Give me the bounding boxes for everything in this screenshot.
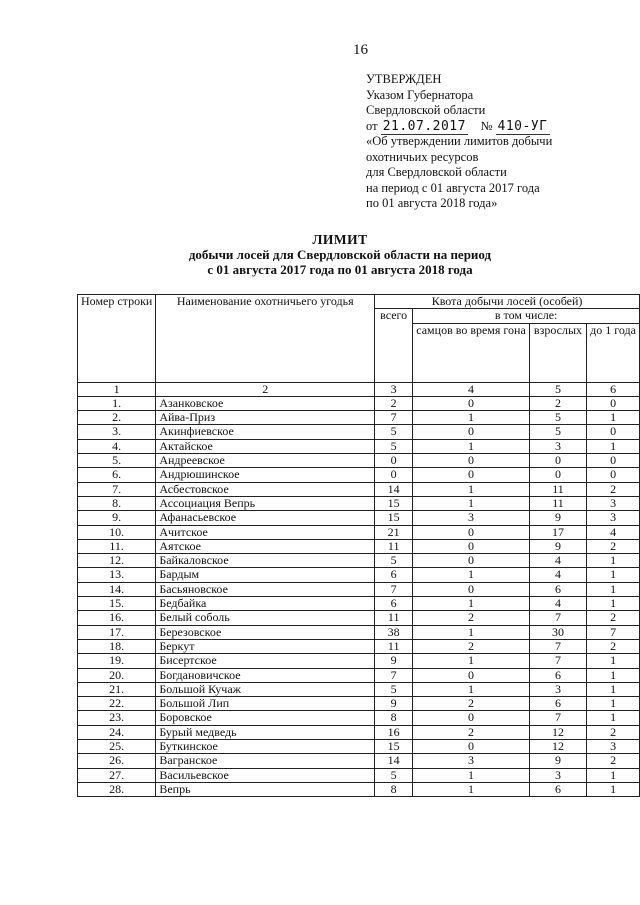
adults-cell: 7 [529, 639, 586, 653]
column-number: 1 [78, 382, 156, 396]
approval-subject-4: на период с 01 августа 2017 года [366, 180, 540, 195]
row-number-cell: 1. [78, 396, 156, 410]
young-cell: 2 [587, 754, 640, 768]
males-cell: 2 [413, 697, 530, 711]
table-row [78, 754, 640, 768]
column-number: 4 [413, 382, 530, 396]
hunting-ground-name: Андрюшинское [156, 468, 375, 482]
date-prefix: от [366, 118, 378, 133]
young-cell: 2 [587, 725, 640, 739]
adults-cell: 6 [529, 668, 586, 682]
young-cell: 3 [587, 496, 640, 510]
young-cell: 0 [587, 468, 640, 482]
hunting-ground-name: Актайское [156, 439, 375, 453]
row-number-cell: 9. [78, 511, 156, 525]
row-number-cell: 3. [78, 425, 156, 439]
adults-cell: 3 [529, 682, 586, 696]
column-number: 6 [587, 382, 640, 396]
males-cell: 1 [413, 482, 530, 496]
males-cell: 0 [413, 582, 530, 596]
hunting-ground-name: Бисертское [156, 654, 375, 668]
row-number-cell: 22. [78, 697, 156, 711]
males-cell: 1 [413, 496, 530, 510]
young-cell: 3 [587, 511, 640, 525]
adults-cell: 7 [529, 611, 586, 625]
young-cell: 2 [587, 611, 640, 625]
males-cell: 0 [413, 468, 530, 482]
table-row [78, 411, 640, 425]
total-cell: 14 [375, 482, 413, 496]
approval-subject-3: для Свердловской области [366, 165, 507, 179]
young-cell: 2 [587, 539, 640, 553]
adults-cell: 0 [529, 454, 586, 468]
table-row [78, 482, 640, 496]
adults-cell: 6 [529, 782, 586, 796]
hunting-ground-name: Байкаловское [156, 554, 375, 568]
table-row [78, 396, 640, 410]
row-number-cell: 11. [78, 539, 156, 553]
males-cell: 0 [413, 740, 530, 754]
approval-line-1: Указом Губернатора [366, 87, 474, 102]
males-cell: 2 [413, 725, 530, 739]
males-cell: 0 [413, 554, 530, 568]
total-cell: 38 [375, 625, 413, 639]
table-row [78, 554, 640, 568]
males-cell: 0 [413, 454, 530, 468]
hunting-ground-name: Аятское [156, 539, 375, 553]
hunting-ground-name: Березовское [156, 625, 375, 639]
row-number-cell: 7. [78, 482, 156, 496]
table-row [78, 682, 640, 696]
table-row [78, 625, 640, 639]
column-number-row [78, 382, 640, 396]
table-row [78, 525, 640, 539]
adults-cell: 4 [529, 597, 586, 611]
hunting-ground-name: Вагранское [156, 754, 375, 768]
quota-table [77, 294, 640, 797]
document-title [80, 232, 600, 277]
total-cell: 5 [375, 439, 413, 453]
young-cell: 1 [587, 682, 640, 696]
row-number-cell: 17. [78, 625, 156, 639]
total-cell: 15 [375, 740, 413, 754]
hunting-ground-name: Асбестовское [156, 482, 375, 496]
males-cell: 3 [413, 511, 530, 525]
hunting-ground-name: Афанасьевское [156, 511, 375, 525]
adults-cell: 5 [529, 425, 586, 439]
row-number-cell: 23. [78, 711, 156, 725]
total-cell: 0 [375, 468, 413, 482]
hunting-ground-name: Ачитское [156, 525, 375, 539]
adults-cell: 4 [529, 568, 586, 582]
total-cell: 2 [375, 396, 413, 410]
young-cell: 4 [587, 525, 640, 539]
males-cell: 0 [413, 425, 530, 439]
title-line-1: добычи лосей для Свердловской области на период [188, 247, 492, 262]
adults-cell: 7 [529, 654, 586, 668]
young-cell: 3 [587, 740, 640, 754]
hunting-ground-name: Бардым [156, 568, 375, 582]
row-number-cell: 27. [78, 768, 156, 782]
adults-cell: 9 [529, 511, 586, 525]
adults-cell: 9 [529, 754, 586, 768]
hunting-ground-name: Большой Кучаж [156, 682, 375, 696]
males-cell: 0 [413, 711, 530, 725]
row-number-cell: 5. [78, 454, 156, 468]
young-cell: 1 [587, 439, 640, 453]
column-number: 2 [156, 382, 375, 396]
row-number-cell: 13. [78, 568, 156, 582]
row-number-cell: 20. [78, 668, 156, 682]
hunting-ground-name: Вепрь [156, 782, 375, 796]
total-cell: 6 [375, 568, 413, 582]
adults-cell: 30 [529, 625, 586, 639]
approval-subject-2: охотничьих ресурсов [366, 149, 479, 164]
table-row [78, 711, 640, 725]
males-cell: 2 [413, 639, 530, 653]
approval-date-line [366, 119, 626, 135]
row-number-cell: 2. [78, 411, 156, 425]
total-cell: 7 [375, 668, 413, 682]
table-row [78, 597, 640, 611]
column-number: 5 [529, 382, 586, 396]
hunting-ground-name: Буткинское [156, 740, 375, 754]
number-prefix: № [480, 118, 493, 133]
table-row [78, 582, 640, 596]
total-cell: 16 [375, 725, 413, 739]
adults-cell: 12 [529, 740, 586, 754]
total-cell: 5 [375, 682, 413, 696]
males-cell: 1 [413, 682, 530, 696]
total-cell: 5 [375, 425, 413, 439]
total-cell: 0 [375, 454, 413, 468]
young-cell: 1 [587, 782, 640, 796]
adults-cell: 17 [529, 525, 586, 539]
table-row [78, 768, 640, 782]
adults-cell: 6 [529, 582, 586, 596]
adults-cell: 2 [529, 396, 586, 410]
row-number-cell: 28. [78, 782, 156, 796]
young-cell: 0 [587, 425, 640, 439]
row-number-cell: 15. [78, 597, 156, 611]
row-number-cell: 24. [78, 725, 156, 739]
column-number: 3 [375, 382, 413, 396]
adults-cell: 7 [529, 711, 586, 725]
hunting-ground-name: Бедбайка [156, 597, 375, 611]
hunting-ground-name: Акинфиевское [156, 425, 375, 439]
row-number-cell: 12. [78, 554, 156, 568]
row-number-cell: 26. [78, 754, 156, 768]
row-number-cell: 16. [78, 611, 156, 625]
males-cell: 1 [413, 597, 530, 611]
table-row [78, 454, 640, 468]
header-males: самцов во время гона [413, 323, 530, 382]
row-number-cell: 6. [78, 468, 156, 482]
adults-cell: 6 [529, 697, 586, 711]
row-number-cell: 4. [78, 439, 156, 453]
young-cell: 1 [587, 711, 640, 725]
table-row [78, 468, 640, 482]
adults-cell: 11 [529, 496, 586, 510]
total-cell: 6 [375, 597, 413, 611]
table-row [78, 668, 640, 682]
hunting-ground-name: Богдановичское [156, 668, 375, 682]
young-cell: 1 [587, 597, 640, 611]
young-cell: 2 [587, 639, 640, 653]
hunting-ground-name: Большой Лип [156, 697, 375, 711]
males-cell: 0 [413, 396, 530, 410]
approval-heading: УТВЕРЖДЕН [366, 72, 442, 86]
hunting-ground-name: Азанковское [156, 396, 375, 410]
total-cell: 15 [375, 511, 413, 525]
total-cell: 8 [375, 782, 413, 796]
hunting-ground-name: Белый соболь [156, 611, 375, 625]
table-row [78, 611, 640, 625]
males-cell: 1 [413, 568, 530, 582]
table-row [78, 511, 640, 525]
adults-cell: 11 [529, 482, 586, 496]
approval-subject-1: «Об утверждении лимитов добычи [366, 134, 553, 148]
adults-cell: 12 [529, 725, 586, 739]
table-row [78, 425, 640, 439]
males-cell: 3 [413, 754, 530, 768]
adults-cell: 5 [529, 411, 586, 425]
total-cell: 11 [375, 639, 413, 653]
header-young: до 1 года [587, 323, 640, 382]
males-cell: 1 [413, 782, 530, 796]
young-cell: 2 [587, 482, 640, 496]
total-cell: 11 [375, 539, 413, 553]
header-quota: Квота добычи лосей (особей) [375, 295, 640, 309]
young-cell: 0 [587, 454, 640, 468]
young-cell: 1 [587, 768, 640, 782]
approval-line-2: Свердловской области [366, 103, 486, 117]
header-name: Наименование охотничьего угодья [156, 295, 375, 383]
young-cell: 1 [587, 697, 640, 711]
title-main: ЛИМИТ [312, 232, 368, 247]
table-row [78, 539, 640, 553]
hunting-ground-name: Андреевское [156, 454, 375, 468]
young-cell: 1 [587, 568, 640, 582]
row-number-cell: 21. [78, 682, 156, 696]
table-row [78, 439, 640, 453]
total-cell: 8 [375, 711, 413, 725]
young-cell: 1 [587, 668, 640, 682]
males-cell: 1 [413, 439, 530, 453]
adults-cell: 3 [529, 439, 586, 453]
males-cell: 2 [413, 611, 530, 625]
page-number: 16 [353, 42, 368, 58]
hunting-ground-name: Беркут [156, 639, 375, 653]
total-cell: 7 [375, 411, 413, 425]
hunting-ground-name: Айва-Приз [156, 411, 375, 425]
adults-cell: 4 [529, 554, 586, 568]
total-cell: 7 [375, 582, 413, 596]
title-line-2: с 01 августа 2017 года по 01 августа 2018 года [207, 262, 473, 277]
table-row [78, 568, 640, 582]
decree-date: 21.07.2017 [382, 118, 466, 134]
adults-cell: 3 [529, 768, 586, 782]
total-cell: 15 [375, 496, 413, 510]
males-cell: 1 [413, 411, 530, 425]
table-row [78, 639, 640, 653]
young-cell: 1 [587, 654, 640, 668]
males-cell: 1 [413, 625, 530, 639]
males-cell: 1 [413, 768, 530, 782]
header-row-number: Номер строки [78, 295, 156, 383]
young-cell: 7 [587, 625, 640, 639]
total-cell: 5 [375, 554, 413, 568]
total-cell: 14 [375, 754, 413, 768]
table-row [78, 496, 640, 510]
approval-block [366, 72, 626, 212]
header-adults: взрослых [529, 323, 586, 382]
row-number-cell: 8. [78, 496, 156, 510]
males-cell: 0 [413, 668, 530, 682]
table-row [78, 697, 640, 711]
adults-cell: 9 [529, 539, 586, 553]
total-cell: 11 [375, 611, 413, 625]
header-total: всего [375, 309, 413, 382]
young-cell: 1 [587, 554, 640, 568]
hunting-ground-name: Бурый медведь [156, 725, 375, 739]
approval-subject-5: по 01 августа 2018 года» [366, 196, 498, 210]
adults-cell: 0 [529, 468, 586, 482]
table-row [78, 782, 640, 796]
row-number-cell: 25. [78, 740, 156, 754]
table-row [78, 654, 640, 668]
header-including: в том числе: [413, 309, 640, 323]
total-cell: 9 [375, 654, 413, 668]
row-number-cell: 10. [78, 525, 156, 539]
young-cell: 1 [587, 411, 640, 425]
table-row [78, 725, 640, 739]
hunting-ground-name: Басьяновское [156, 582, 375, 596]
table-row [78, 740, 640, 754]
row-number-cell: 19. [78, 654, 156, 668]
males-cell: 0 [413, 539, 530, 553]
hunting-ground-name: Васильевское [156, 768, 375, 782]
total-cell: 21 [375, 525, 413, 539]
young-cell: 0 [587, 396, 640, 410]
hunting-ground-name: Ассоциация Вепрь [156, 496, 375, 510]
hunting-ground-name: Боровское [156, 711, 375, 725]
decree-number: 410-УГ [497, 118, 548, 134]
males-cell: 1 [413, 654, 530, 668]
young-cell: 1 [587, 582, 640, 596]
total-cell: 9 [375, 697, 413, 711]
row-number-cell: 18. [78, 639, 156, 653]
males-cell: 0 [413, 525, 530, 539]
total-cell: 5 [375, 768, 413, 782]
row-number-cell: 14. [78, 582, 156, 596]
